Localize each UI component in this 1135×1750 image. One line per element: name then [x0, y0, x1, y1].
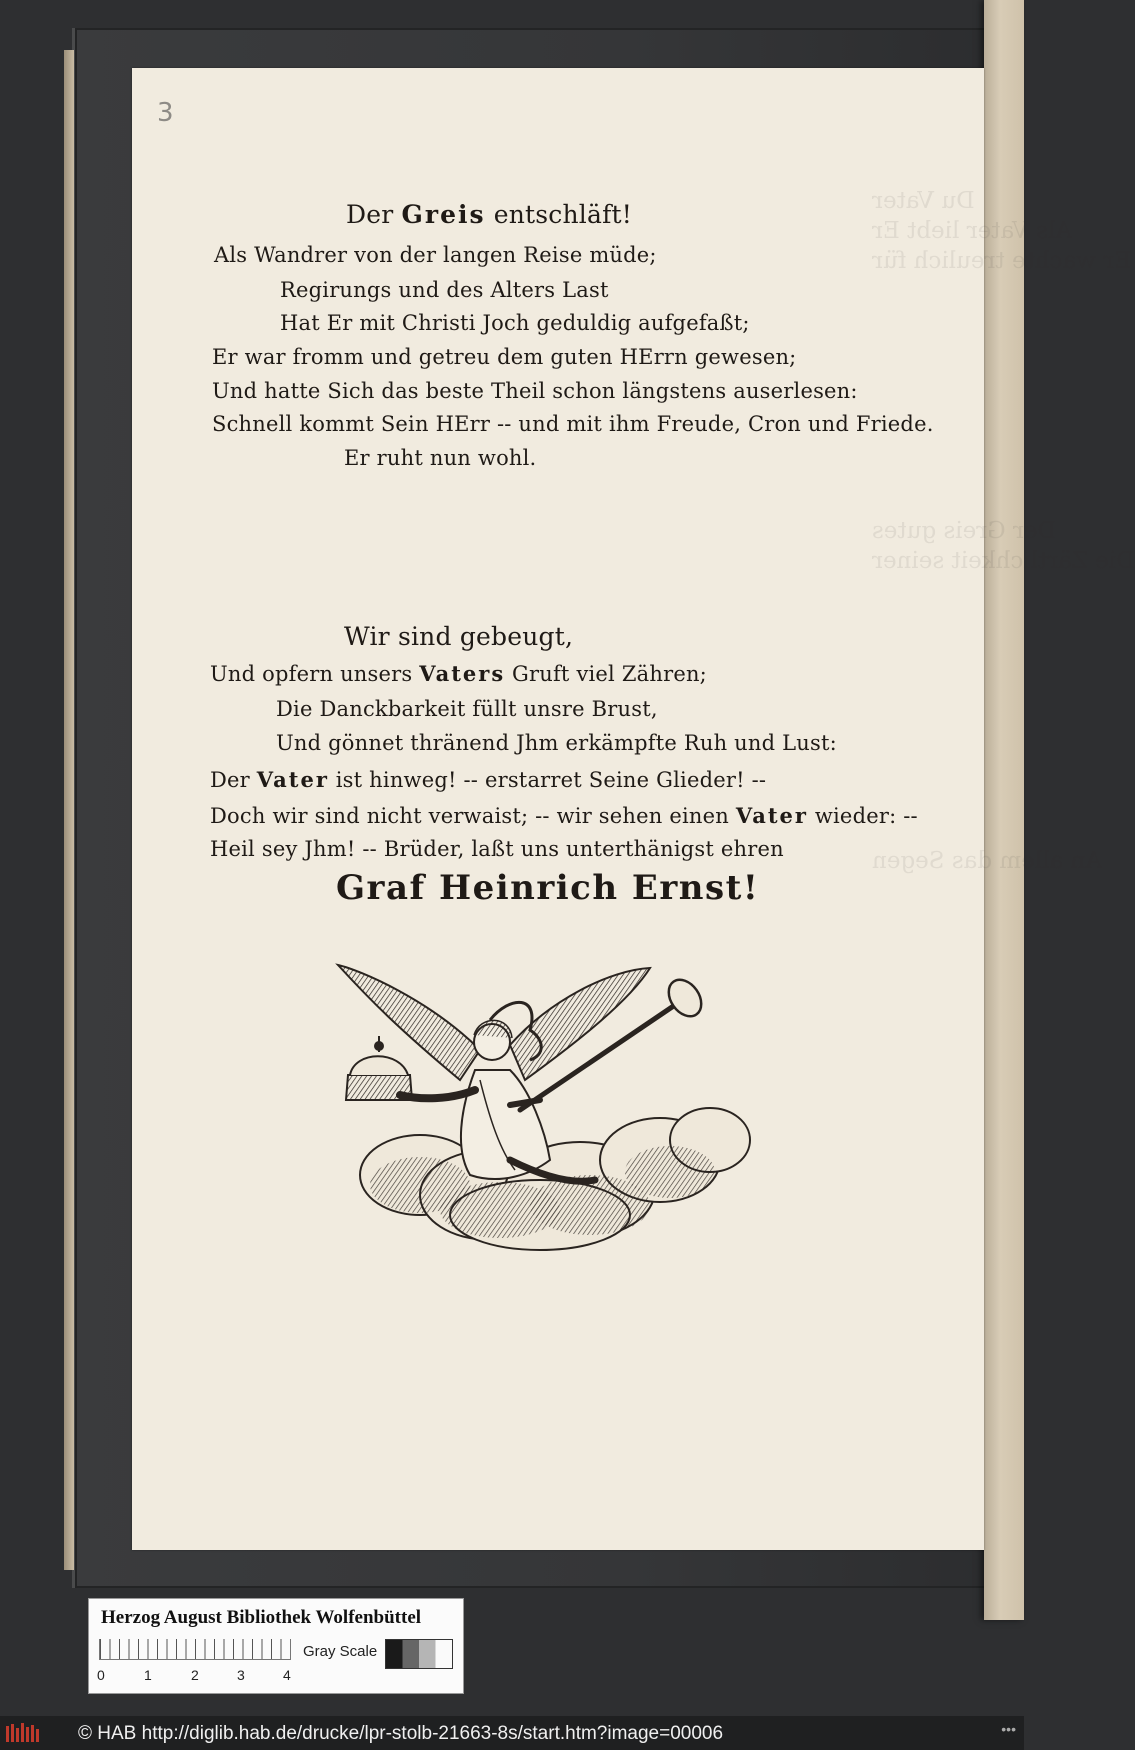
- poem-line: Regirungs und des Alters Last: [280, 278, 609, 302]
- poem-line: Er war fromm und getreu dem guten HErrn gewesen;: [212, 345, 797, 369]
- ruler-number: 1: [144, 1667, 152, 1683]
- card-title: Herzog August Bibliothek Wolfenbüttel: [101, 1607, 422, 1628]
- poem-line: Als Wandrer von der langen Reise müde;: [214, 243, 657, 267]
- ruler-number: 3: [237, 1667, 245, 1683]
- color-scale-card: [88, 1598, 464, 1694]
- poem-line: Er ruht nun wohl.: [344, 446, 537, 470]
- footer-copyright-link[interactable]: © HAB http://diglib.hab.de/drucke/lpr-stolb-21663-8s/start.htm?image=00006: [78, 1723, 724, 1744]
- angel-ornament-icon: [340, 960, 770, 1260]
- poem-line: Schnell kommt Sein HErr -- und mit ihm Freude, Cron und Friede.: [212, 412, 934, 436]
- poem-line: Wir sind gebeugt,: [344, 622, 574, 651]
- more-icon[interactable]: •••: [1001, 1721, 1016, 1737]
- footer-bar: [0, 1716, 1024, 1750]
- page-number: 3: [157, 98, 174, 128]
- hab-logo-icon: [6, 1722, 42, 1744]
- poem-line: Hat Er mit Christi Joch geduldig aufgefaßt;: [280, 311, 750, 335]
- poem-line: Und opfern unsers Vaters Gruft viel Zähren;: [210, 661, 707, 686]
- poem-line: Heil sey Jhm! -- Brüder, laßt uns unterthänigst ehren: [210, 837, 784, 861]
- right-page-edge: [984, 0, 1024, 1620]
- gray-scale-label: Gray Scale: [303, 1643, 378, 1660]
- crown-icon: [346, 1036, 412, 1100]
- ruler-number: 4: [283, 1667, 291, 1683]
- closing-line: Graf Heinrich Ernst!: [336, 868, 760, 908]
- poem-line: Und gönnet thränend Jhm erkämpfte Ruh und Lust:: [276, 731, 837, 755]
- poem-line: Und hatte Sich das beste Theil schon längstens auserlesen:: [212, 379, 858, 403]
- ruler-number: 2: [191, 1667, 199, 1683]
- gray-scale-bar: [385, 1639, 453, 1669]
- poem-line: Der Greis entschläft!: [346, 200, 633, 229]
- cm-ruler: [99, 1639, 291, 1660]
- page-stack-edge: [64, 50, 74, 1570]
- ruler-number: 0: [97, 1667, 105, 1683]
- ruler-numbers: [97, 1667, 327, 1687]
- poem-line: Die Danckbarkeit füllt unsre Brust,: [276, 697, 658, 721]
- poem-line: Doch wir sind nicht verwaist; -- wir sehen einen Vater wieder: --: [210, 803, 918, 828]
- show-through-text: Du Vater Als Vater liebt Er Er wachte treulich für Der Greis gutes Die seiner An allem das Segen: [872, 188, 1135, 874]
- poem-line: Der Vater ist hinweg! -- erstarret Seine Glieder! --: [210, 767, 767, 792]
